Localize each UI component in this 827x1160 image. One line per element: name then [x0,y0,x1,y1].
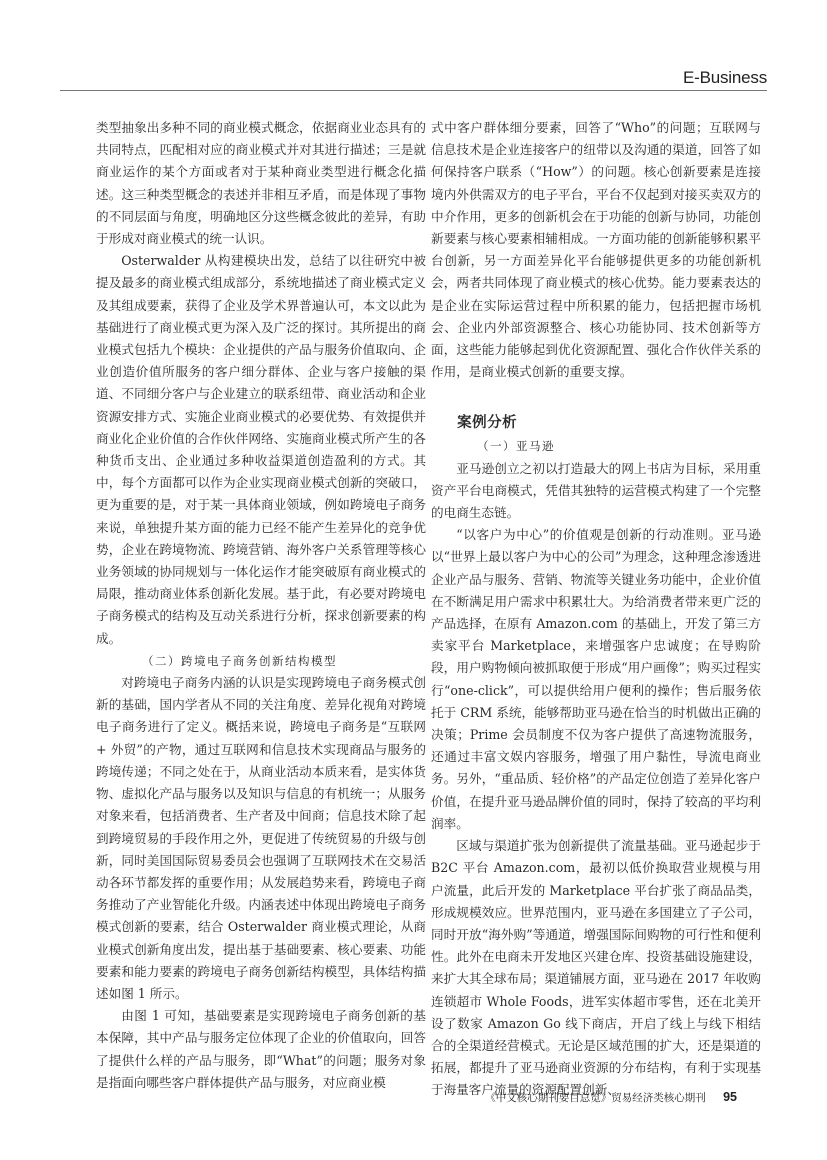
paragraph: “以客户为中心”的价值观是创新的行动准则。亚马逊以“世界上最以客户为中心的公司”为理念，这种理念渗透进企业产品与服务、营销、物流等关键业务功能中，企业价值在不断满足用户需求中积累壮大。为给消费者带来更广泛的产品选择，在原有 Amazon.com 的基础上，开发了第三方卖家平台 Marketplace，来增强客户忠诚度；在导购阶段，用户购物倾向被抓取便于形成“用户画像”；购买过程实行“one-click”，可以提供给用户便利的操作；售后服务依托于 CRM 系统，能够帮助亚马逊在恰当的时机做出正确的决策；Prime 会员制度不仅为客户提供了高速物流服务，还通过丰富文娱内容服务，增强了用户黏性，导流电商业务。另外，“重品质、轻价格”的产品定位创造了差异化客户价值，在提升亚马逊品牌价值的同时，保持了较高的平均利润率。 [431,527,761,831]
right-column [431,117,761,1102]
paragraph: 式中客户群体细分要素，回答了“Who”的问题；互联网与信息技术是企业连接客户的纽带以及沟通的渠道，回答了如何保持客户联系（“How”）的问题。核心创新要素是连接境内外供需双方的电子平台，平台不仅起到对接买卖双方的中介作用，更多的创新机会在于功能的创新与协同，功能创新要素与核心要素相辅相成。一方面功能的创新能够积累平台创新，另一方面差异化平台能够提供更多的功能创新机会，两者共同体现了商业模式的核心优势。能力要素表达的是企业在实际运营过程中所积累的能力，包括把握市场机会、企业内外部资源整合、核心功能协同、技术创新等方面，这些能力能够起到优化资源配置、强化合作伙伴关系的作用，是商业模式创新的重要支撑。 [431,120,761,380]
paragraph: Osterwalder 从构建模块出发，总结了以往研究中被提及最多的商业模式组成部分，系统地描述了商业模式定义及其组成要素，获得了企业及学术界普遍认可，本文以此为基础进行了商业模式更为深入及广泛的探讨。其所提出的商业模式包括九个模块：企业提供的产品与服务价值取向、企业创造价值所服务的客户细分群体、企业与客户接触的渠道、不同细分客户与企业建立的联系纽带、商业活动和企业资源安排方式、实施企业商业模式的必要优势、有效提供并商业化企业价值的合作伙伴网络、实施商业模式所产生的各种货币支出、企业通过多种收益渠道创造盈利的方式。其中，每个方面都可以作为企业实现商业模式创新的突破口，更为重要的是，对于某一具体商业领域，例如跨境电子商务来说，单独提升某方面的能力已经不能产生差异化的竞争优势，企业在跨境物流、跨境营销、海外客户关系管理等核心业务领域的协同规划与一体化运作才能突破原有商业模式的局限，推动商业体系创新化发展。基于此，有必要对跨境电子商务模式的结构及互动关系进行分析，探求创新要素的构成。 [96,253,426,646]
journal-name: 《中文核心期刊要目总览》贸易经济类核心期刊 [485,1092,706,1104]
page-number: 95 [723,1090,737,1104]
subheading: （一）亚马逊 [477,439,555,454]
paragraph: 亚马逊创立之初以打造最大的网上书店为目标，采用重资产平台电商模式，凭借其独特的运营模式构建了一个完整的电商生态链。 [431,460,761,521]
paragraph: 区域与渠道扩张为创新提供了流量基础。亚马逊起步于 B2C 平台 Amazon.com，最初以低价换取营业规模与用户流量，此后开发的 Marketplace 平台扩张了商品品类，形成规模效应。世界范围内，亚马逊在多国建立了子公司，同时开放“海外购”等通道，增强国际间购物的可行性和便利性。此外在电商未开发地区兴建仓库、投资基础设施建设，来扩大其全球布局；渠道铺展方面，亚马逊在 2017 年收购连锁超市 Whole Foods，进军实体超市零售，还在北美开设了数家 Amazon Go 线下商店，开启了线上与线下相结合的全渠道经营模式。无论是区域范围的扩大，还是渠道的拓展，都提升了亚马逊商业资源的分布结构，有利于实现基于海量客户流量的资源配置创新、 [431,838,761,1098]
paragraph: 由图 1 可知，基础要素是实现跨境电子商务创新的基本保障，其中产品与服务定位体现了企业的价值取向，回答了提供什么样的产品与服务，即“What”的问题；服务对象是指面向哪些客户群体提供产品与服务，对应商业模 [96,1008,426,1090]
header-section-title: E-Business [683,68,767,87]
section-title: 案例分析 [457,415,518,432]
subheading: （二）跨境电子商务创新结构模型 [142,653,337,668]
running-header [60,60,767,91]
paragraph: 类型抽象出多种不同的商业模式概念，依据商业业态具有的共同特点，匹配相对应的商业模式并对其进行描述；三是就商业运作的某个方面或者对于某种商业类型进行概念化描述。这三种类型概念的表述并非相互矛盾，而是体现了事物的不同层面与角度，明确地区分这些概念彼此的差异，有助于形成对商业模式的统一认识。 [96,120,426,247]
page-footer [485,1090,737,1105]
paragraph: 对跨境电子商务内涵的认识是实现跨境电子商务模式创新的基础，国内学者从不同的关注角度、差异化视角对跨境电子商务进行了定义。概括来说，跨境电子商务是“互联网 + 外贸”的产物，通过互联网和信息技术实现商品与服务的跨境传递；不同之处在于，从商业活动本质来看，是实体货物、虚拟化产品与服务以及知识与信息的有机统一；从服务对象来看，包括消费者、生产者及中间商；信息技术除了起到跨境贸易的手段作用之外，更促进了传统贸易的升级与创新，同时美国国际贸易委员会也强调了互联网技术在交易活动各环节都发挥的重要作用；从发展趋势来看，跨境电子商务推动了产业智能化升级。内涵表述中体现出跨境电子商务模式创新的要素，结合 Osterwalder 商业模式理论，从商业模式创新角度出发，提出基于基础要素、核心要素、功能要素和能力要素的跨境电子商务创新结构模型，具体结构描述如图 1 所示。 [96,675,426,1001]
left-column [96,117,426,1094]
